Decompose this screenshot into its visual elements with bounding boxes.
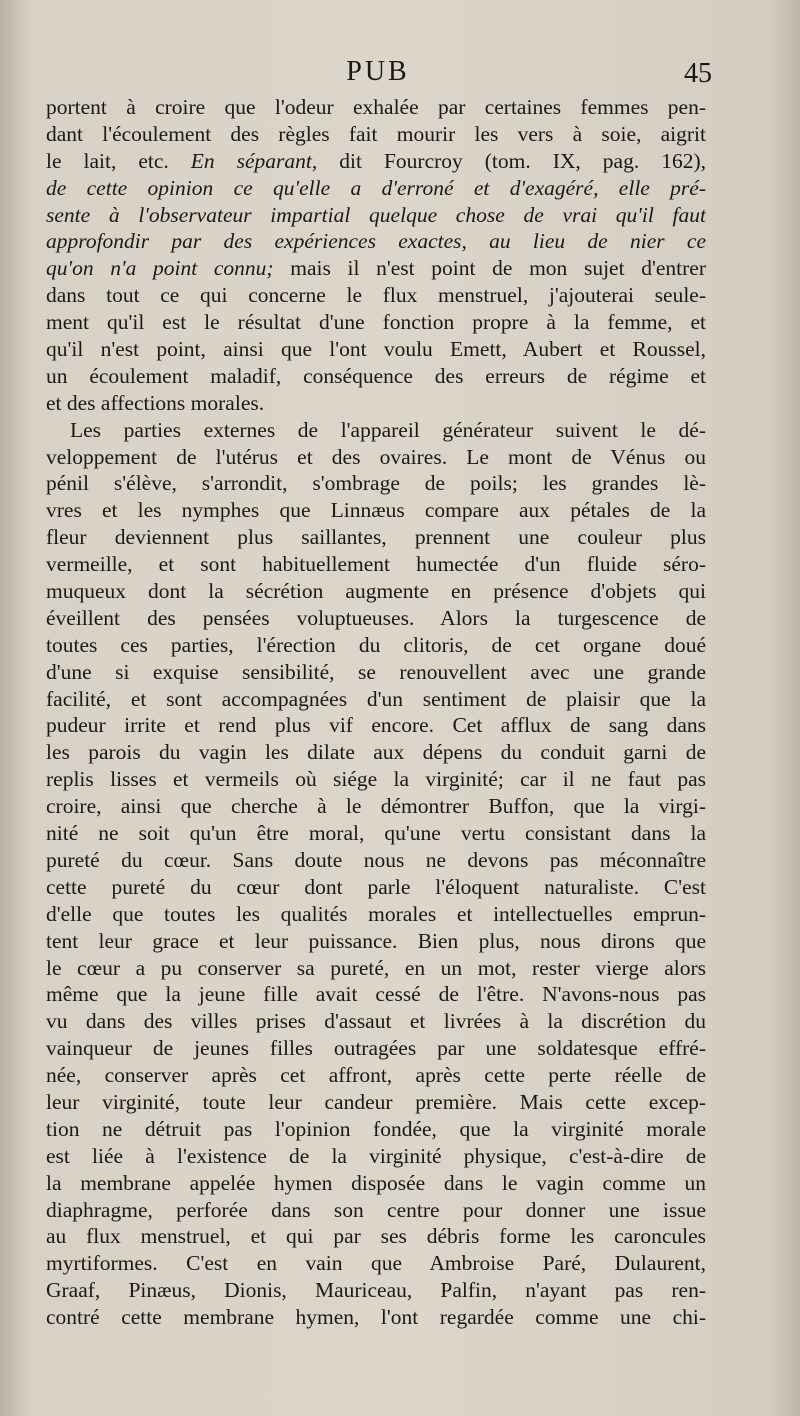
body-text xyxy=(46,94,706,1331)
text-line xyxy=(46,659,706,686)
text-segment: tion ne détruit pas l'opinion fondée, que la virginité morale xyxy=(46,1116,706,1141)
text-line xyxy=(46,524,706,551)
text-segment: d'elle que toutes les qualités morales et intellectuelles emprun- xyxy=(46,901,706,926)
text-line xyxy=(46,1197,706,1224)
text-line xyxy=(46,955,706,982)
text-line xyxy=(46,1277,706,1304)
text-line xyxy=(46,1304,706,1331)
text-segment: est liée à l'existence de la virginité physique, c'est-à-dire de xyxy=(46,1143,706,1168)
text-segment: nité ne soit qu'un être moral, qu'une vertu consistant dans la xyxy=(46,821,706,846)
text-line xyxy=(46,1089,706,1116)
text-line xyxy=(46,605,706,632)
italic-text-segment: sente à l'observateur impartial quelque chose de vrai qu'il faut xyxy=(46,202,706,227)
text-segment: tent leur grace et leur puissance. Bien plus, nous dirons que xyxy=(46,928,706,953)
text-segment: Graaf, Pinæus, Dionis, Mauriceau, Palfin, n'ayant pas ren- xyxy=(46,1278,706,1303)
text-segment: d'une si exquise sensibilité, se renouvellent avec une grande xyxy=(46,659,706,684)
running-head-title: PUB xyxy=(346,56,410,87)
text-segment: toutes ces parties, l'érection du clitoris, de cet organe doué xyxy=(46,632,706,657)
text-segment: pénil s'élève, s'arrondit, s'ombrage de poils; les grandes lè- xyxy=(46,471,706,496)
text-segment: au flux menstruel, et qui par ses débris forme les caroncules xyxy=(46,1224,706,1249)
text-line xyxy=(46,981,706,1008)
text-line xyxy=(46,228,706,255)
text-line xyxy=(46,1062,706,1089)
text-line xyxy=(46,766,706,793)
text-line xyxy=(46,739,706,766)
text-line xyxy=(46,712,706,739)
text-line xyxy=(46,121,706,148)
text-segment: myrtiformes. C'est en vain que Ambroise Paré, Dulaurent, xyxy=(46,1251,706,1276)
text-line xyxy=(46,363,706,390)
text-segment: éveillent des pensées voluptueuses. Alors la turgescence de xyxy=(46,605,706,630)
text-line xyxy=(46,282,706,309)
text-line xyxy=(46,1116,706,1143)
text-line xyxy=(46,632,706,659)
text-segment: dans tout ce qui concerne le flux menstruel, j'ajouterai seule- xyxy=(46,283,706,308)
text-line xyxy=(46,336,706,363)
text-segment: diaphragme, perforée dans son centre pour donner une issue xyxy=(46,1197,706,1222)
text-line xyxy=(46,148,706,175)
text-segment: même que la jeune fille avait cessé de l'être. N'avons-nous pas xyxy=(46,982,706,1007)
text-line xyxy=(46,578,706,605)
running-head xyxy=(46,56,710,96)
text-line xyxy=(46,444,706,471)
text-segment: vres et les nymphes que Linnæus compare aux pétales de la xyxy=(46,498,706,523)
text-line xyxy=(46,1035,706,1062)
text-segment: vu dans des villes prises d'assaut et livrées à la discrétion du xyxy=(46,1009,706,1034)
text-segment: le cœur a pu conserver sa pureté, en un mot, rester vierge alors xyxy=(46,955,706,980)
text-segment: contré cette membrane hymen, l'ont regardée comme une chi- xyxy=(46,1305,706,1330)
text-segment: la membrane appelée hymen disposée dans le vagin comme un xyxy=(46,1170,706,1195)
paragraph-2 xyxy=(46,417,706,1331)
text-line xyxy=(46,1223,706,1250)
text-segment: cette pureté du cœur dont parle l'éloquent naturaliste. C'est xyxy=(46,874,706,899)
text-segment: Les parties externes de l'appareil générateur suivent le dé- xyxy=(70,417,706,442)
text-segment: pudeur irrite et rend plus vif encore. Cet afflux de sang dans xyxy=(46,713,706,738)
text-segment: replis lisses et vermeils où siége la virginité; car il ne faut pas xyxy=(46,767,706,792)
text-segment: née, conserver après cet affront, après cette perte réelle de xyxy=(46,1063,706,1088)
text-segment: croire, ainsi que cherche à le démontrer Buffon, que la virgi- xyxy=(46,794,706,819)
text-line xyxy=(46,1170,706,1197)
text-line xyxy=(46,309,706,336)
text-line xyxy=(46,202,706,229)
text-segment: leur virginité, toute leur candeur première. Mais cette excep- xyxy=(46,1089,706,1114)
text-line xyxy=(46,417,706,444)
text-line xyxy=(46,1143,706,1170)
text-segment: le lait, etc. xyxy=(46,148,191,173)
italic-text-segment: En séparant, xyxy=(190,148,318,173)
text-line xyxy=(46,390,706,417)
text-line xyxy=(46,1250,706,1277)
text-line xyxy=(46,94,706,121)
text-segment: fleur deviennent plus saillantes, prennent une couleur plus xyxy=(46,525,706,550)
text-segment: muqueux dont la sécrétion augmente en présence d'objets qui xyxy=(46,579,706,604)
text-line xyxy=(46,175,706,202)
text-segment: et des affections morales. xyxy=(46,390,265,415)
text-segment: qu'il n'est point, ainsi que l'ont voulu Emett, Aubert et Roussel, xyxy=(46,337,706,362)
paragraph-1 xyxy=(46,94,706,417)
text-segment: dant l'écoulement des règles fait mourir les vers à soie, aigrit xyxy=(46,121,706,146)
text-segment: dit Fourcroy (tom. IX, pag. 162), xyxy=(317,148,706,173)
text-line xyxy=(46,1008,706,1035)
text-segment: veloppement de l'utérus et des ovaires. Le mont de Vénus ou xyxy=(46,444,706,469)
text-line xyxy=(46,928,706,955)
text-segment: un écoulement maladif, conséquence des erreurs de régime et xyxy=(46,363,706,388)
text-line xyxy=(46,497,706,524)
text-segment: pureté du cœur. Sans doute nous ne devons pas méconnaître xyxy=(46,847,706,872)
text-segment: portent à croire que l'odeur exhalée par certaines femmes pen- xyxy=(46,95,706,119)
italic-text-segment: qu'on n'a point connu; xyxy=(46,256,274,281)
text-segment: facilité, et sont accompagnées d'un sentiment de plaisir que la xyxy=(46,686,706,711)
text-line xyxy=(46,820,706,847)
text-line xyxy=(46,255,706,282)
text-line xyxy=(46,847,706,874)
text-segment: ment qu'il est le résultat d'une fonction propre à la femme, et xyxy=(46,310,706,335)
text-segment: vermeille, et sont habituellement humectée d'un fluide séro- xyxy=(46,552,706,577)
text-line xyxy=(46,470,706,497)
italic-text-segment: approfondir par des expériences exactes, au lieu de nier ce xyxy=(46,229,706,254)
text-segment: les parois du vagin les dilate aux dépens du conduit garni de xyxy=(46,740,706,765)
text-line xyxy=(46,901,706,928)
text-line xyxy=(46,793,706,820)
text-line xyxy=(46,874,706,901)
text-segment: mais il n'est point de mon sujet d'entrer xyxy=(273,256,706,281)
italic-text-segment: de cette opinion ce qu'elle a d'erroné et d'exagéré, elle pré- xyxy=(46,175,706,200)
text-segment: vainqueur de jeunes filles outragées par une soldatesque effré- xyxy=(46,1036,706,1061)
text-line xyxy=(46,686,706,713)
page-number: 45 xyxy=(684,58,712,89)
text-line xyxy=(46,551,706,578)
